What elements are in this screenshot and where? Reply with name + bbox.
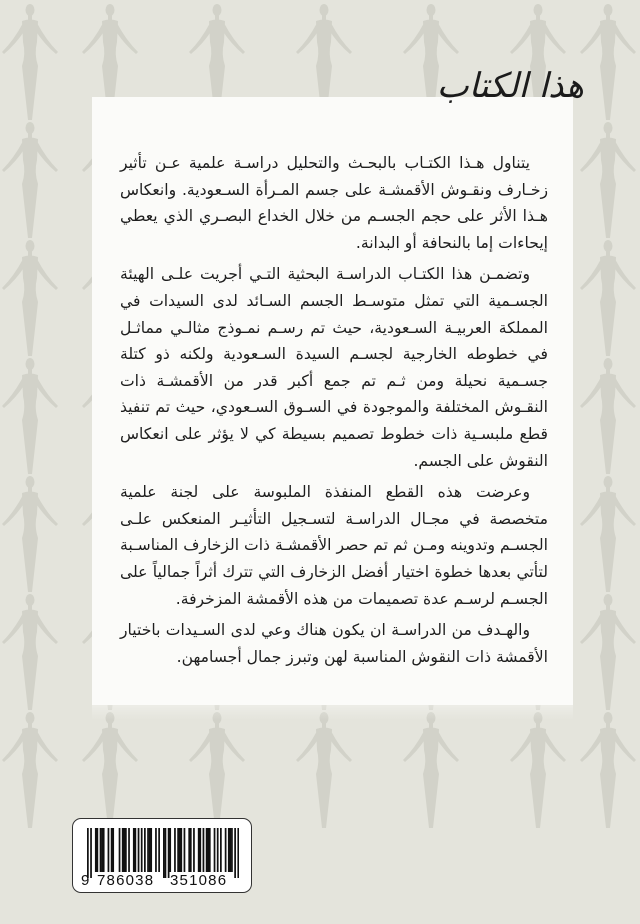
female-silhouette-icon	[578, 710, 638, 830]
barcode-bar	[123, 828, 125, 872]
barcode-bar	[174, 828, 176, 872]
female-silhouette-icon	[578, 2, 638, 122]
barcode-bar	[203, 828, 205, 872]
barcode-bar	[90, 828, 92, 878]
barcode-bar	[169, 828, 171, 872]
barcode-bar	[111, 828, 113, 872]
barcode-bar	[165, 828, 167, 878]
barcode-bar	[209, 828, 211, 872]
back-cover-description	[120, 150, 548, 675]
barcode-bar	[163, 828, 165, 878]
barcode-bar	[150, 828, 152, 872]
barcode-left-group: 786038	[97, 872, 155, 889]
barcode-bar	[180, 828, 182, 872]
barcode-bar	[125, 828, 127, 872]
female-silhouette-icon	[0, 592, 60, 712]
female-silhouette-icon	[578, 592, 638, 712]
barcode-bar	[168, 828, 170, 878]
barcode-bar	[220, 828, 222, 872]
barcode-bar	[100, 828, 102, 872]
barcode-bar	[193, 828, 195, 872]
barcode-bar	[144, 828, 146, 872]
barcode-bar	[147, 828, 149, 872]
female-silhouette-icon	[80, 710, 140, 830]
female-silhouette-icon	[0, 120, 60, 240]
female-silhouette-icon	[578, 474, 638, 594]
barcode-bar	[184, 828, 186, 872]
barcode-bar	[231, 828, 233, 872]
female-silhouette-icon	[0, 2, 60, 122]
barcode-bar	[188, 828, 190, 872]
barcode-bar	[101, 828, 103, 872]
barcode-bar	[138, 828, 140, 872]
barcode-bar	[225, 828, 227, 872]
barcode-bar	[177, 828, 179, 872]
female-silhouette-icon	[0, 238, 60, 358]
barcode-bar	[237, 828, 239, 878]
female-silhouette-icon	[401, 710, 461, 830]
barcode-bar	[217, 828, 219, 872]
female-silhouette-icon	[508, 710, 568, 830]
cover-title: هذا الكتاب	[436, 66, 584, 106]
barcode-bar	[135, 828, 137, 872]
barcode-bar	[95, 828, 97, 872]
barcode-bar	[133, 828, 135, 872]
barcode-bar	[112, 828, 114, 872]
barcode-bar	[97, 828, 99, 872]
barcode-bar	[190, 828, 192, 872]
paragraph-1: يتناول هـذا الكتـاب بالبحـث والتحليل دراسـة علمية عـن تأثير زخـارف ونقـوش الأقمشـة على جسم المـرأة السـعودية. وانعكاس هـذا الأثر على حجم الجسـم من خلال الخداع البصـري الذي يعطي إيحاءات إما بالنحافة أو البدانة.	[120, 154, 548, 252]
barcode-bar	[230, 828, 232, 872]
barcode-bar	[158, 828, 160, 872]
isbn-barcode	[72, 818, 252, 893]
barcode-bar	[108, 828, 110, 872]
barcode-bar	[141, 828, 143, 872]
barcode-bar	[155, 828, 157, 872]
paragraph-2: وتضمـن هذا الكتـاب الدراسـة البحثية التـي أجريت علـى الهيئة الجسـمية التي تمثل متوسـط الجسم السـائد لدى السيدات في المملكة العربيـة السـعودية، حيث تم رسـم نمـوذج مثالـي مماثـل في خطوطه الخارجية لجسـم السيدة السـعودية ولكنه ذو كتلة جسـمية نحيلة ومن ثـم تم جمع أكبر قدر من الأقمشـة ذات النقـوش المختلفة والموجودة في السـوق السـعودي، حيث تم تنفيذ قطع ملبسـية ذات خطوط تصميم بسيطة كي لا يؤثر على انعكاس النقوش على الجسم.	[120, 265, 548, 470]
female-silhouette-icon	[578, 238, 638, 358]
barcode-bar	[206, 828, 208, 872]
female-silhouette-icon	[578, 356, 638, 476]
barcode-bar	[119, 828, 121, 872]
female-silhouette-icon	[0, 356, 60, 476]
paragraph-3: وعرضت هذه القطع المنفذة الملبوسة على لجنة علمية متخصصة في مجـال الدراسـة لتسـجيل التأثيـر المنعكس علـى الجسـم وتدوينه ومـن ثم تم حصر الأقمشـة ذات الزخارف المناسـبة لتأتي بعدها خطوة اختيار أفضل الزخارف التي تترك أثراً جمالياً على الجسـم لرسـم عدة تصميمات من هذه الأقمشة المزخرفة.	[120, 483, 548, 608]
barcode-bar	[207, 828, 209, 872]
female-silhouette-icon	[187, 710, 247, 830]
barcode-bar	[87, 828, 89, 878]
female-silhouette-icon	[0, 710, 60, 830]
barcode-bar	[122, 828, 124, 872]
barcode-bar	[103, 828, 105, 872]
barcode-bars-icon	[87, 828, 239, 878]
barcode-bar	[198, 828, 200, 872]
barcode-first-digit: 9	[81, 872, 90, 889]
barcode-bar	[228, 828, 230, 872]
female-silhouette-icon	[0, 474, 60, 594]
barcode-number	[81, 872, 240, 889]
female-silhouette-icon	[578, 120, 638, 240]
barcode-right-group: 351086	[170, 872, 228, 889]
barcode-bar	[149, 828, 151, 872]
barcode-bar	[128, 828, 130, 872]
barcode-bar	[234, 828, 236, 878]
paragraph-4: والهـدف من الدراسـة ان يكون هناك وعي لدى السـيدات باختيار الأقمشة ذات النقوش المناسبة لهن وتبرز جمال أجسامهن.	[120, 621, 548, 666]
female-silhouette-icon	[294, 710, 354, 830]
barcode-bar	[179, 828, 181, 872]
barcode-bar	[199, 828, 201, 872]
barcode-bar	[214, 828, 216, 872]
text-panel-fade	[92, 680, 573, 720]
